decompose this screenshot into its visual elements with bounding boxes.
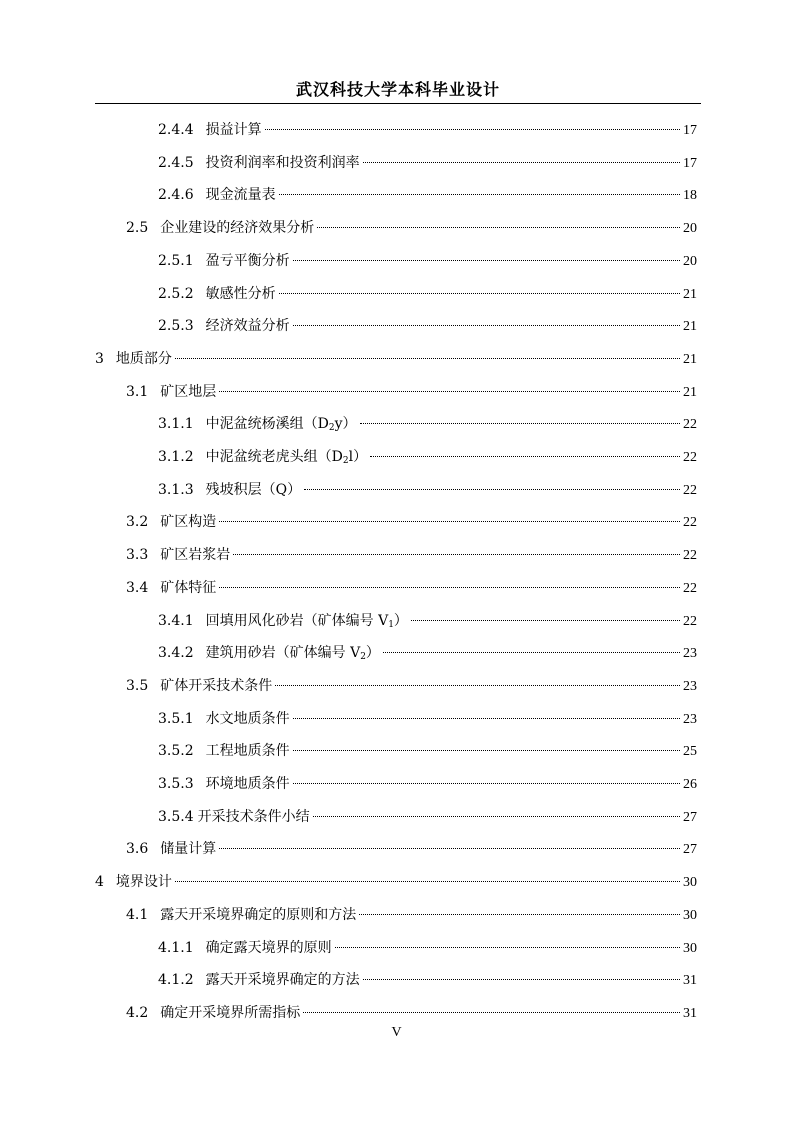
toc-entry-title: 矿体开采技术条件 xyxy=(160,677,273,694)
toc-entry[interactable] xyxy=(126,1002,697,1024)
toc-entry-title: 矿区地层 xyxy=(160,383,217,400)
toc-entry[interactable] xyxy=(158,446,697,468)
toc-leader-dots xyxy=(411,620,680,621)
toc-entry-title: 矿区构造 xyxy=(160,514,217,531)
toc-leader-dots xyxy=(219,521,680,522)
toc-entry-title: 中泥盆统杨溪组$(D_2y)$ xyxy=(205,416,357,434)
toc-leader-dots xyxy=(313,816,680,817)
toc-entry-subscript: 2 xyxy=(328,423,335,434)
toc-entry-number: 2.4.6 xyxy=(158,187,194,204)
toc-entry-title: 建筑用砂岩（矿体编号 $V_2$） xyxy=(205,645,380,663)
toc-entry[interactable] xyxy=(158,806,697,828)
toc-entry[interactable] xyxy=(126,675,697,697)
toc-leader-dots xyxy=(304,489,680,490)
toc-leader-dots xyxy=(233,554,680,555)
header-rule xyxy=(95,103,701,104)
toc-entry-number: 3.1.3 xyxy=(158,481,194,498)
toc-entry[interactable] xyxy=(158,119,697,141)
toc-entry-title: 储量计算 xyxy=(160,841,217,858)
toc-entry-number: 3.4.1 xyxy=(158,612,194,629)
toc-entry[interactable] xyxy=(158,610,697,632)
toc-entry[interactable] xyxy=(158,969,697,991)
toc-entry-number: 2.5.2 xyxy=(158,285,194,302)
toc-entry-subscript: 1 xyxy=(388,619,394,630)
toc-entry-page: 21 xyxy=(683,384,697,400)
toc-entry-subscript: 2 xyxy=(342,456,349,466)
toc-entry-page: 22 xyxy=(683,515,697,531)
toc-entry-page: 23 xyxy=(683,646,697,662)
toc-entry-number: 4 xyxy=(95,874,104,891)
toc-entry-title: 敏感性分析 xyxy=(205,285,276,302)
toc-leader-dots xyxy=(219,587,680,588)
toc-leader-dots xyxy=(293,783,680,784)
toc-entry-number: 3.5.4 xyxy=(158,808,194,825)
toc-entry[interactable] xyxy=(126,838,697,860)
toc-entry[interactable] xyxy=(158,773,697,795)
toc-entry-title: 矿区岩浆岩 xyxy=(160,547,231,564)
toc-leader-dots xyxy=(317,227,680,228)
toc-entry-page: 21 xyxy=(683,319,697,335)
toc-entry-number: 3 xyxy=(95,350,104,367)
toc-entry-title: 环境地质条件 xyxy=(205,776,290,792)
toc-leader-dots xyxy=(383,652,680,653)
toc-entry-title: 中泥盆统老虎头组$(D_2l)$ xyxy=(205,449,368,466)
toc-entry-number: 3.6 xyxy=(126,841,149,858)
toc-entry[interactable] xyxy=(126,381,697,403)
toc-entry-page: 22 xyxy=(683,613,697,629)
toc-entry-page: 22 xyxy=(683,482,697,498)
toc-entry-title: 盈亏平衡分析 xyxy=(205,252,290,269)
toc-entry-title: 境界设计 xyxy=(115,874,172,891)
toc-leader-dots xyxy=(175,881,680,882)
toc-leader-dots xyxy=(370,456,680,457)
toc-entry[interactable] xyxy=(158,708,697,730)
toc-leader-dots xyxy=(175,358,680,359)
toc-leader-dots xyxy=(275,685,680,686)
toc-entry[interactable] xyxy=(126,904,697,926)
toc-entry-number: 3.5.3 xyxy=(158,776,194,792)
toc-leader-dots xyxy=(363,162,680,163)
toc-leader-dots xyxy=(303,1012,680,1013)
toc-entry-page: 17 xyxy=(683,123,697,138)
toc-entry-page: 26 xyxy=(683,777,697,792)
toc-entry-subscript: 2 xyxy=(360,652,366,663)
toc-entry[interactable] xyxy=(158,740,697,762)
toc-entry[interactable] xyxy=(158,413,697,435)
toc-entry-page: 30 xyxy=(683,907,697,923)
toc-entry-number: 2.5 xyxy=(126,220,149,237)
toc-leader-dots xyxy=(219,848,680,849)
toc-entry-title: 确定开采境界所需指标 xyxy=(160,1004,301,1021)
toc-entry-number: 4.1 xyxy=(126,906,149,923)
toc-entry-page: 31 xyxy=(683,1005,697,1021)
toc-entry[interactable] xyxy=(158,152,697,174)
toc-entry[interactable] xyxy=(95,871,697,893)
toc-entry-title: 工程地质条件 xyxy=(205,743,290,760)
toc-entry-page: 30 xyxy=(683,875,697,891)
toc-entry[interactable] xyxy=(126,577,697,599)
toc-leader-dots xyxy=(293,325,680,326)
toc-entry-title: 现金流量表 xyxy=(205,187,276,204)
toc-entry-page: 18 xyxy=(683,188,697,204)
toc-entry-page: 21 xyxy=(683,351,697,367)
toc-leader-dots xyxy=(293,750,680,751)
toc-entry-number: 2.5.3 xyxy=(158,318,194,335)
toc-entry-page: 22 xyxy=(683,580,697,596)
toc-leader-dots xyxy=(279,194,680,195)
toc-entry-number: 3.1.2 xyxy=(158,449,194,465)
toc-entry-title: 开采技术条件小结 xyxy=(197,808,310,825)
toc-entry[interactable] xyxy=(158,642,697,664)
toc-entry[interactable] xyxy=(95,348,697,370)
toc-entry[interactable] xyxy=(158,479,697,501)
toc-leader-dots xyxy=(360,423,680,424)
toc-entry-title: 企业建设的经济效果分析 xyxy=(160,220,315,237)
toc-entry-page: 22 xyxy=(683,417,697,433)
toc-leader-dots xyxy=(279,293,680,294)
toc-entry-title: 露天开采境界确定的原则和方法 xyxy=(160,906,357,923)
toc-entry-page: 17 xyxy=(683,155,697,171)
toc-entry-page: 27 xyxy=(683,809,697,825)
toc-leader-dots xyxy=(265,129,680,130)
toc-entry-title: 残坡积层（Q） xyxy=(205,481,302,498)
toc-entry[interactable] xyxy=(158,937,697,959)
toc-entry-page: 27 xyxy=(683,842,697,858)
toc-entry-title: 地质部分 xyxy=(115,350,172,367)
toc-entry-page: 23 xyxy=(683,678,697,694)
toc-entry-number: 2.5.1 xyxy=(158,252,194,269)
toc-entry-page: 22 xyxy=(683,450,697,465)
toc-entry[interactable] xyxy=(158,283,697,305)
toc-entry-page: 20 xyxy=(683,253,697,269)
toc-entry-page: 31 xyxy=(683,973,697,989)
toc-entry-title: 矿体特征 xyxy=(160,579,217,596)
toc-entry-number: 3.5.2 xyxy=(158,743,194,760)
toc-leader-dots xyxy=(363,979,680,980)
toc-leader-dots xyxy=(359,914,680,915)
toc-entry-title: 损益计算 xyxy=(205,122,262,138)
toc-entry-number: 3.4 xyxy=(126,579,149,596)
toc-entry-number: 3.5.1 xyxy=(158,710,194,727)
toc-entry-page: 25 xyxy=(683,744,697,760)
toc-entry-number: 3.3 xyxy=(126,547,149,564)
page-number: V xyxy=(391,1025,402,1040)
toc-leader-dots xyxy=(335,947,680,948)
toc-leader-dots xyxy=(293,260,680,261)
toc-entry-title: 水文地质条件 xyxy=(205,710,290,727)
toc-entry-title: 露天开采境界确定的方法 xyxy=(205,972,360,989)
toc-entry[interactable] xyxy=(158,184,697,206)
toc-entry-number: 2.4.5 xyxy=(158,154,194,171)
toc-entry-title: 确定露天境界的原则 xyxy=(205,939,332,956)
toc-entry-number: 3.1 xyxy=(126,383,149,400)
toc-entry-number: 3.1.1 xyxy=(158,416,194,433)
running-header: 武汉科技大学本科毕业设计 xyxy=(295,80,500,99)
toc-entry[interactable] xyxy=(158,250,697,272)
toc-entry[interactable] xyxy=(126,511,697,533)
toc-entry-title: 回填用风化砂岩（矿体编号 $V_1$） xyxy=(205,612,408,630)
toc-entry-page: 22 xyxy=(683,548,697,564)
toc-entry[interactable] xyxy=(158,315,697,337)
toc-entry-number: 4.1.1 xyxy=(158,939,194,956)
toc-entry-number: 4.1.2 xyxy=(158,972,194,989)
toc-entry-number: 3.2 xyxy=(126,514,149,531)
toc-entry-title: 经济效益分析 xyxy=(205,318,290,335)
toc-entry-number: 4.2 xyxy=(126,1004,149,1021)
toc-entry-number: 3.5 xyxy=(126,677,149,694)
toc-entry-number: 2.4.4 xyxy=(158,122,194,138)
toc-entry-page: 23 xyxy=(683,711,697,727)
toc-entry[interactable] xyxy=(126,217,697,239)
toc-leader-dots xyxy=(219,391,680,392)
toc-entry-title: 投资利润率和投资利润率 xyxy=(205,154,360,171)
toc-entry[interactable] xyxy=(126,544,697,566)
toc-leader-dots xyxy=(293,718,680,719)
toc-entry-number: 3.4.2 xyxy=(158,645,194,662)
toc-entry-page: 30 xyxy=(683,940,697,956)
toc-entry-page: 20 xyxy=(683,221,697,237)
toc-entry-page: 21 xyxy=(683,286,697,302)
